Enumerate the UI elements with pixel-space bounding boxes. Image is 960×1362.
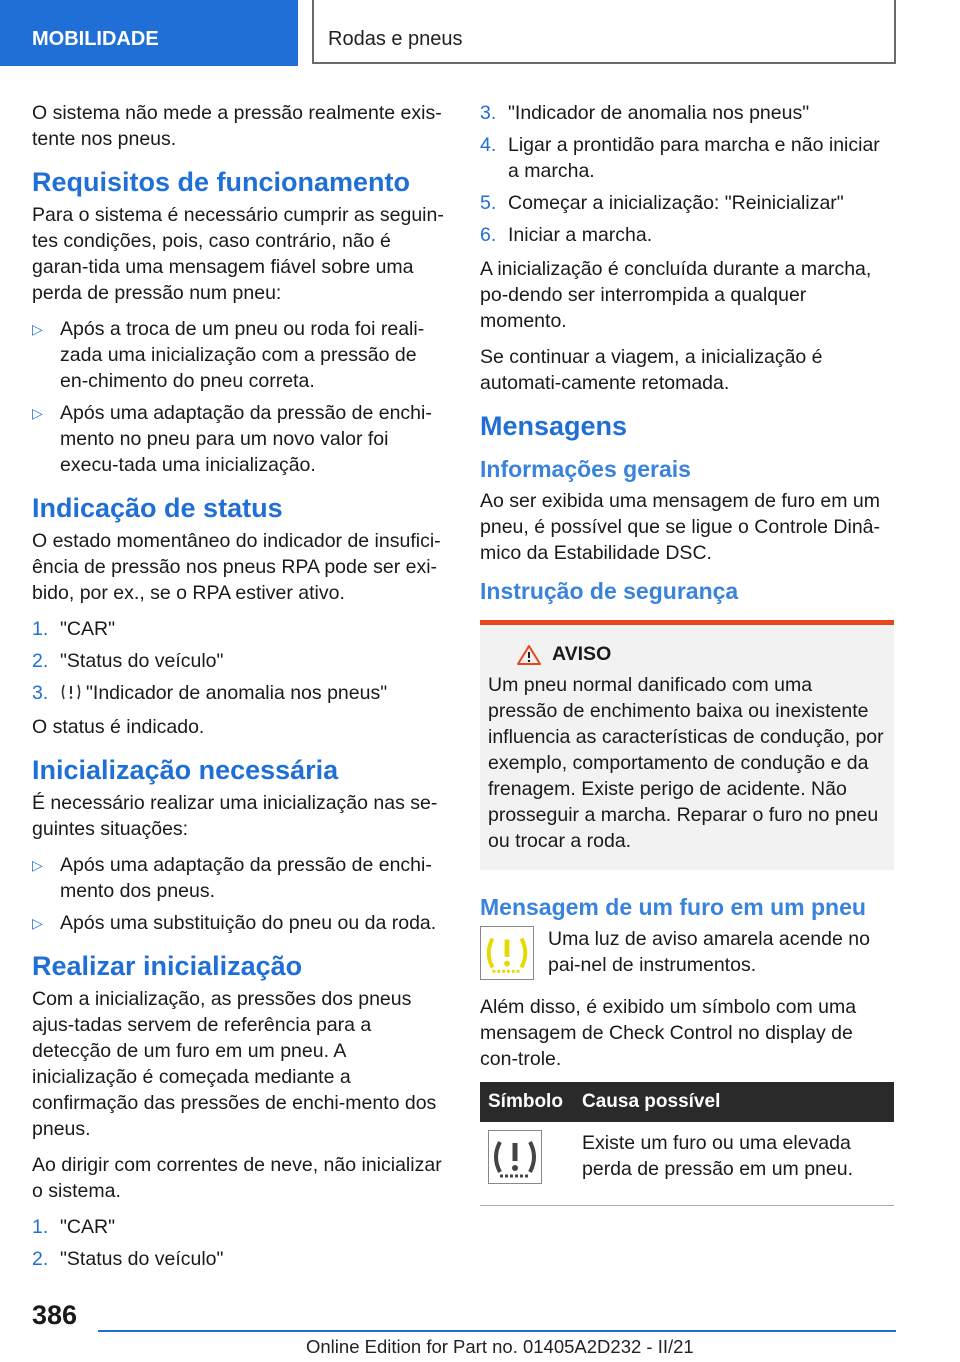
heading-realizar: Realizar inicialização: [32, 951, 303, 981]
heading-informacoes: Informações gerais: [480, 456, 691, 482]
cause-cell: Existe um furo ou uma elevada perda de pressão em um pneu.: [574, 1122, 894, 1206]
list-item: ▷ Após uma substituição do pneu ou da roda.: [32, 912, 437, 934]
realizar-steps-continued: [480, 100, 894, 248]
triangle-bullet-icon: ▷: [32, 857, 43, 873]
page-header: [0, 0, 960, 66]
tire-pressure-symbol-icon: [488, 1130, 542, 1184]
right-column: [480, 100, 894, 1206]
symbol-table: [480, 1082, 894, 1206]
table-header-row: [480, 1082, 894, 1122]
list-item: 1. "CAR": [32, 1216, 116, 1238]
heading-seguranca: Instrução de segurança: [480, 578, 739, 604]
status-text: O estado momentâneo do indicador de insufici-ência de pressão nos pneus RPA pode ser exi-bido, por ex., se o RPA estiver ativo.: [32, 530, 441, 604]
heading-requisitos: Requisitos de funcionamento: [32, 167, 411, 197]
list-item: 2. "Status do veículo": [32, 650, 224, 672]
realizar-steps: [32, 1214, 446, 1272]
informacoes-text: Ao ser exibida uma mensagem de furo em um pneu, é possível que se ligue o Controle Dinâ-mico da Estabilidade DSC.: [480, 490, 880, 564]
list-item: 4. Ligar a prontidão para marcha e não iniciar a marcha.: [480, 134, 880, 182]
heading-necessaria: Inicialização necessária: [32, 755, 339, 785]
heading-status: Indicação de status: [32, 493, 283, 523]
triangle-bullet-icon: ▷: [32, 915, 43, 931]
chapter-title: Rodas e pneus: [312, 0, 896, 64]
list-item: 2. "Status do veículo": [32, 1248, 224, 1270]
left-column: [32, 100, 446, 1280]
list-item: ▷ Após uma adaptação da pressão de enchi-mento dos pneus.: [32, 854, 432, 902]
realizar-text-1: Com a inicialização, as pressões dos pneus ajus-tadas servem de referência para a detecção de um furo em um pneu. A inicialização é começada mediante a confirmação das pressões de enchi-mento dos pneus.: [32, 988, 437, 1140]
yellow-tire-warning-lamp-icon: [480, 926, 534, 980]
heading-mensagens: Mensagens: [480, 411, 628, 441]
lamp-text: Uma luz de aviso amarela acende no pai-nel de instrumentos.: [548, 928, 870, 976]
section-tab: MOBILIDADE: [0, 0, 298, 66]
lamp-row: [480, 926, 894, 980]
column-header: Causa possível: [574, 1082, 894, 1122]
completion-text: A inicialização é concluída durante a marcha, po-dendo ser interrompida a qualquer momento.: [480, 258, 872, 332]
list-item: ▷ Após a troca de um pneu ou roda foi reali-zada uma inicialização com a pressão de en-chimento do pneu correta.: [32, 318, 425, 392]
list-item: 3. "Indicador de anomalia nos pneus": [480, 102, 810, 124]
furo-text: Além disso, é exibido um símbolo com uma mensagem de Check Control no display de con-trole.: [480, 996, 857, 1070]
resume-text: Se continuar a viagem, a inicialização é automati-camente retomada.: [480, 346, 823, 394]
warning-label: AVISO: [552, 643, 612, 665]
page-number: 386: [32, 1300, 78, 1330]
warning-triangle-icon: [516, 644, 542, 666]
warning-box: [480, 620, 894, 870]
triangle-bullet-icon: ▷: [32, 405, 43, 421]
warning-text: Um pneu normal danificado com uma pressão de enchimento baixa ou inexistente influencia as características de condução, por exemplo, comportamento de condução e da frenagem. Existe perigo de acidente. Não prosseguir a marcha. Reparar o furo no pneu ou trocar a roda.: [488, 674, 884, 852]
requisitos-text: Para o sistema é necessário cumprir as seguin-tes condições, pois, caso contrário, não é garan-tida uma mensagem fiável sobre uma perda de pressão num pneu:: [32, 204, 444, 304]
status-after: O status é indicado.: [32, 716, 205, 738]
realizar-text-2: Ao dirigir com correntes de neve, não inicializar o sistema.: [32, 1154, 442, 1202]
tire-warning-icon: [60, 682, 82, 702]
list-item: ▷ Após uma adaptação da pressão de enchi-mento no pneu para um novo valor foi execu-tada uma inicialização.: [32, 402, 432, 476]
list-item: 5. Começar a inicialização: "Reinicializar": [480, 192, 844, 214]
list-item: 6. Iniciar a marcha.: [480, 224, 653, 246]
triangle-bullet-icon: ▷: [32, 321, 43, 337]
heading-furo: Mensagem de um furo em um pneu: [480, 894, 866, 920]
edition-text: Online Edition for Part no. 01405A2D232 - II/21: [306, 1336, 694, 1357]
footer-divider: [98, 1330, 896, 1332]
table-row: [480, 1122, 894, 1206]
intro-text: O sistema não mede a pressão realmente exis-tente nos pneus.: [32, 102, 442, 150]
column-header: Símbolo: [480, 1082, 574, 1122]
list-item: 1. "CAR": [32, 618, 116, 640]
status-steps: [32, 616, 446, 706]
list-item: 3. "Indicador de anomalia nos pneus": [32, 682, 388, 704]
necessaria-list: [32, 852, 446, 936]
requisitos-list: [32, 316, 446, 478]
necessaria-text: É necessário realizar uma inicialização nas se-guintes situações:: [32, 792, 438, 840]
symbol-cell: [480, 1122, 574, 1206]
